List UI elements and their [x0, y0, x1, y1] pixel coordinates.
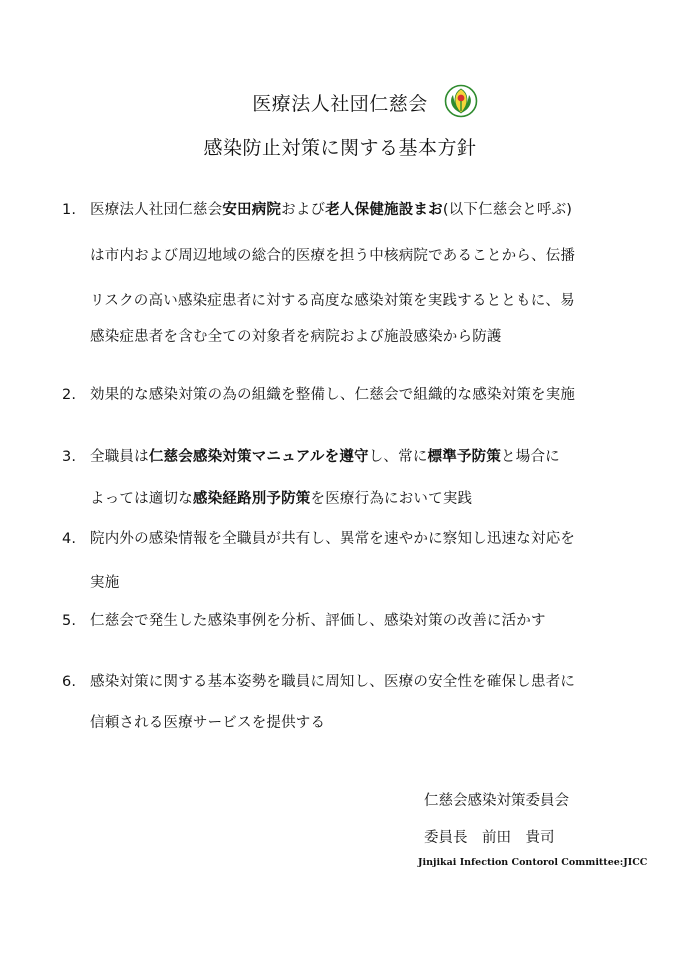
committee-name-english: Jinjikai Infection Contorol Committee:JICC	[418, 857, 648, 868]
policy-text: は市内および周辺地域の総合的医療を担う中核病院であることから、伝播	[90, 248, 576, 264]
policy-text: 信頼される医療サービスを提供する	[90, 715, 326, 731]
policy-item-1-line-4	[90, 325, 502, 346]
policy-item-number: 2.	[62, 387, 77, 403]
emphasized-text: 安田病院	[222, 202, 282, 218]
policy-text: 感染症患者を含む全ての対象者を病院および施設感染から防護	[90, 329, 502, 345]
policy-item-1-line-3	[90, 289, 575, 310]
policy-item-number: 1.	[62, 202, 77, 218]
policy-text: と場合に	[501, 449, 560, 465]
document-title: 感染防止対策に関する基本方針	[203, 137, 477, 159]
policy-item-4-line-1	[62, 527, 575, 548]
policy-text: よっては適切な	[90, 491, 193, 507]
policy-text: 感染対策に関する基本姿勢を職員に周知し、医療の安全性を確保し患者に	[90, 674, 576, 690]
organization-name: 医療法人社団仁慈会	[252, 93, 428, 115]
policy-item-6-line-2	[90, 711, 325, 732]
policy-item-2-line-1	[62, 383, 575, 404]
policy-text: 院内外の感染情報を全職員が共有し、異常を速やかに察知し迅速な対応を	[90, 531, 576, 547]
policy-item-number: 4.	[62, 531, 77, 547]
policy-text: リスクの高い感染症患者に対する高度な感染対策を実践するとともに、易	[90, 293, 575, 309]
jinjikai-logo-icon	[444, 84, 478, 118]
policy-text: 実施	[90, 575, 120, 591]
policy-item-3-line-1	[62, 445, 560, 466]
policy-text: 効果的な感染対策の為の組織を整備し、仁慈会で組織的な感染対策を実施	[90, 387, 576, 403]
policy-text: (以下仁慈会と呼ぶ)	[442, 202, 573, 218]
policy-item-number: 3.	[62, 449, 77, 465]
policy-text: 仁慈会で発生した感染事例を分析、評価し、感染対策の改善に活かす	[90, 613, 546, 629]
policy-item-3-line-2	[90, 487, 472, 508]
policy-text: を医療行為において実践	[310, 491, 473, 507]
policy-item-number: 6.	[62, 674, 77, 690]
policy-item-number: 5.	[62, 613, 77, 629]
policy-item-6-line-1	[62, 670, 575, 691]
policy-text: 医療法人社団仁慈会	[90, 202, 223, 218]
policy-item-1-line-1	[62, 198, 572, 219]
committee-name: 仁慈会感染対策委員会	[424, 793, 569, 809]
policy-item-4-line-2	[90, 571, 119, 592]
committee-chair: 委員長 前田 貴司	[424, 830, 555, 846]
policy-item-1-line-2	[90, 244, 575, 265]
policy-text: および	[281, 202, 326, 218]
policy-text: し、常に	[368, 449, 428, 465]
emphasized-text: 仁慈会感染対策マニュアルを遵守	[148, 449, 369, 465]
emphasized-text: 感染経路別予防策	[192, 491, 311, 507]
policy-text: 全職員は	[90, 449, 149, 465]
emphasized-text: 老人保健施設まお	[325, 202, 443, 218]
emphasized-text: 標準予防策	[427, 449, 502, 465]
policy-item-5-line-1	[62, 609, 546, 630]
